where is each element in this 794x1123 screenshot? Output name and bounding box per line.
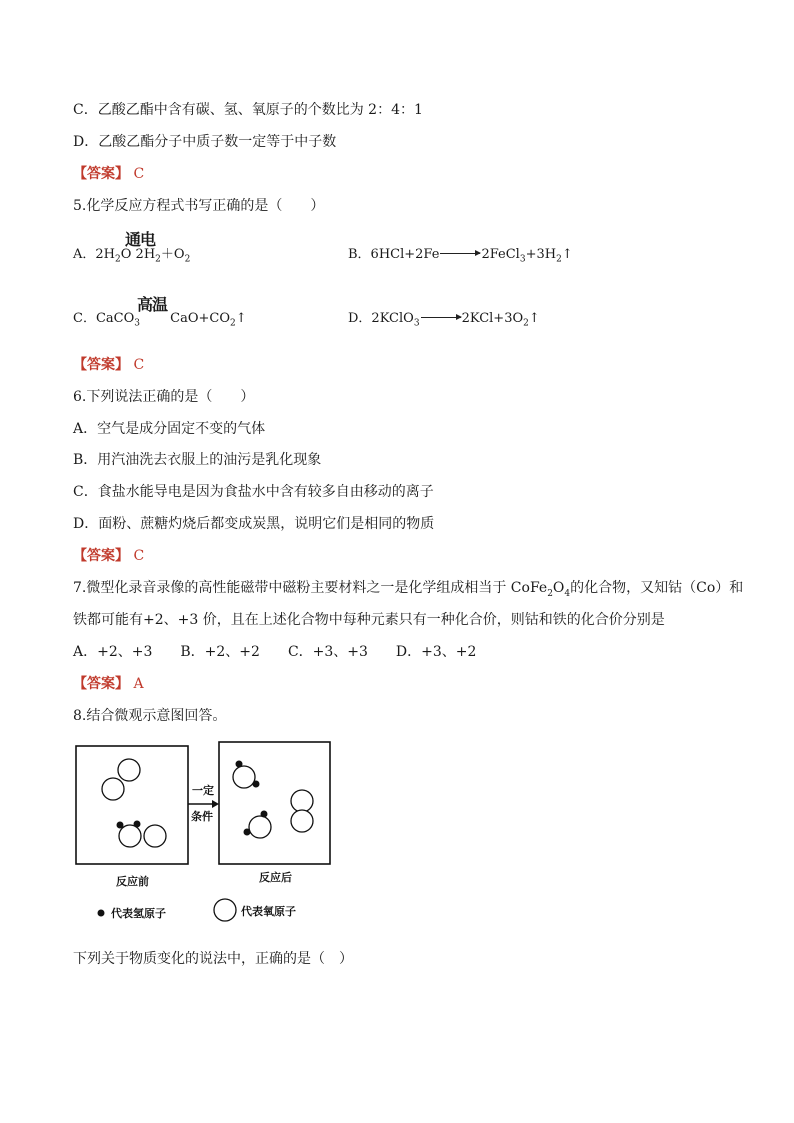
q7-stem-line2: 铁都可能有+2、+3 价，且在上述化合物中每种元素只有一种化合价，则钴和铁的化合价分别是 <box>73 612 665 628</box>
answer-bracket-close: 】 <box>115 676 129 692</box>
q7-stem-part1: 7.微型化录音录像的高性能磁带中磁粉主要材料之一是化学组成相当于 CoFe <box>73 580 548 596</box>
hydrogen-atom <box>244 829 251 836</box>
q6-option-b: B．用汽油洗去衣服上的油污是乳化现象 <box>73 452 322 468</box>
oxygen-atom <box>249 816 271 838</box>
condition-arrow-head <box>212 800 219 808</box>
hydrogen-atom <box>253 781 260 788</box>
q5-d-product-sub: 2 <box>523 318 529 329</box>
gas-arrow-icon: ↑ <box>561 247 573 262</box>
q5-answer <box>73 356 144 374</box>
q6-option-c: C．食盐水能导电是因为食盐水中含有较多自由移动的离子 <box>73 484 434 500</box>
label-after: 反应后 <box>259 871 292 884</box>
q5-a-condition: 通电 <box>125 230 156 249</box>
hydrogen-atom <box>134 821 141 828</box>
q7-formula-sub2: 4 <box>564 588 571 599</box>
answer-bracket-close: 】 <box>115 548 129 564</box>
reaction-arrow-icon <box>440 253 480 254</box>
oxygen-atom <box>118 759 140 781</box>
q5-option-a <box>73 246 190 269</box>
q6-answer <box>73 547 144 565</box>
label-before: 反应前 <box>116 875 149 888</box>
micro-reaction-diagram <box>74 740 334 930</box>
q5-a-product1: 2H <box>135 247 156 262</box>
hydrogen-atom <box>236 761 243 768</box>
legend-hydrogen-icon <box>98 910 105 917</box>
q5-c-text: C．CaCO <box>73 311 135 326</box>
answer-value: C <box>133 548 145 564</box>
oxygen-atom <box>291 810 313 832</box>
q6-option-d: D．面粉、蔗糖灼烧后都变成炭黑，说明它们是相同的物质 <box>73 516 435 532</box>
answer-value: C <box>133 166 145 182</box>
q5-b-text: B．6HCl+2Fe <box>348 247 440 262</box>
gas-arrow-icon: ↑ <box>235 311 247 326</box>
q5-a-text: A．2H <box>73 247 115 262</box>
answer-value: A <box>133 676 144 692</box>
gas-arrow-icon: ↑ <box>528 311 540 326</box>
legend-hydrogen-label: 代表氢原子 <box>111 907 166 920</box>
oxygen-atom <box>144 825 166 847</box>
oxygen-atom <box>291 790 313 812</box>
hydrogen-atom <box>117 822 124 829</box>
q4-option-c: C．乙酸乙酯中含有碳、氢、氧原子的个数比为 2：4：1 <box>73 102 423 118</box>
arrow-label-bottom: 条件 <box>191 810 213 823</box>
q5-b-product1-sub: 3 <box>519 254 526 265</box>
answer-value: C <box>133 357 145 373</box>
answer-bracket-open: 【 <box>73 166 87 182</box>
q7-stem-line1 <box>73 579 743 603</box>
hydrogen-atom <box>261 811 268 818</box>
q5-c-product-sub: 2 <box>229 318 236 329</box>
q5-d-sub: 3 <box>413 318 420 329</box>
answer-bracket-close: 】 <box>115 166 129 182</box>
q5-a-o: O <box>120 247 132 262</box>
legend-oxygen-icon <box>214 899 236 921</box>
answer-bracket-open: 【 <box>73 548 87 564</box>
arrow-label-top: 一定 <box>192 784 214 797</box>
q5-option-b <box>348 246 573 269</box>
q5-b-product1: 2FeCl <box>481 247 520 262</box>
answer-label: 答案 <box>87 548 115 564</box>
answer-bracket-close: 】 <box>115 357 129 373</box>
q4-option-d: D．乙酸乙酯分子中质子数一定等于中子数 <box>73 134 337 150</box>
answer-label: 答案 <box>87 166 115 182</box>
q5-stem: 5.化学反应方程式书写正确的是（ ） <box>73 198 325 214</box>
q7-stem-part2: 的化合物，又知钴（Co）和 <box>570 580 744 596</box>
q6-option-a: A．空气是成分固定不变的气体 <box>73 421 266 437</box>
q6-stem: 6.下列说法正确的是（ ） <box>73 389 255 405</box>
legend-oxygen-label: 代表氧原子 <box>241 905 296 918</box>
q5-d-text: D．2KClO <box>348 311 414 326</box>
answer-bracket-open: 【 <box>73 357 87 373</box>
q8-stem: 8.结合微观示意图回答。 <box>73 708 227 724</box>
q7-answer <box>73 675 144 693</box>
q4-answer <box>73 165 144 183</box>
q5-a-product1-sub: 2 <box>155 254 161 265</box>
q5-a-product2: ＋O <box>160 247 185 262</box>
answer-bracket-open: 【 <box>73 676 87 692</box>
q7-formula-o: O <box>552 580 565 596</box>
answer-label: 答案 <box>87 357 115 373</box>
q5-c-condition: 高温 <box>137 295 168 314</box>
q5-c-product: CaO+CO <box>170 311 230 326</box>
q7-formula-sub1: 2 <box>547 588 553 599</box>
q5-option-c <box>73 310 247 333</box>
q5-a-product2-sub: 2 <box>184 254 191 265</box>
oxygen-atom <box>233 766 255 788</box>
oxygen-atom <box>102 778 124 800</box>
q5-c-sub: 3 <box>134 318 140 329</box>
answer-label: 答案 <box>87 676 115 692</box>
q7-options: A．+2、+3 B．+2、+2 C．+3、+3 D．+3、+2 <box>73 644 477 660</box>
q5-b-product2: +3H <box>525 247 557 262</box>
q5-b-product2-sub: 2 <box>556 254 562 265</box>
q5-a-sub: 2 <box>115 254 121 265</box>
q8-follow-question: 下列关于物质变化的说法中，正确的是（ ） <box>73 951 353 967</box>
reaction-arrow-icon <box>421 317 461 318</box>
oxygen-atom <box>119 825 141 847</box>
q5-option-d <box>348 310 540 333</box>
q5-d-product: 2KCl+3O <box>461 311 524 326</box>
